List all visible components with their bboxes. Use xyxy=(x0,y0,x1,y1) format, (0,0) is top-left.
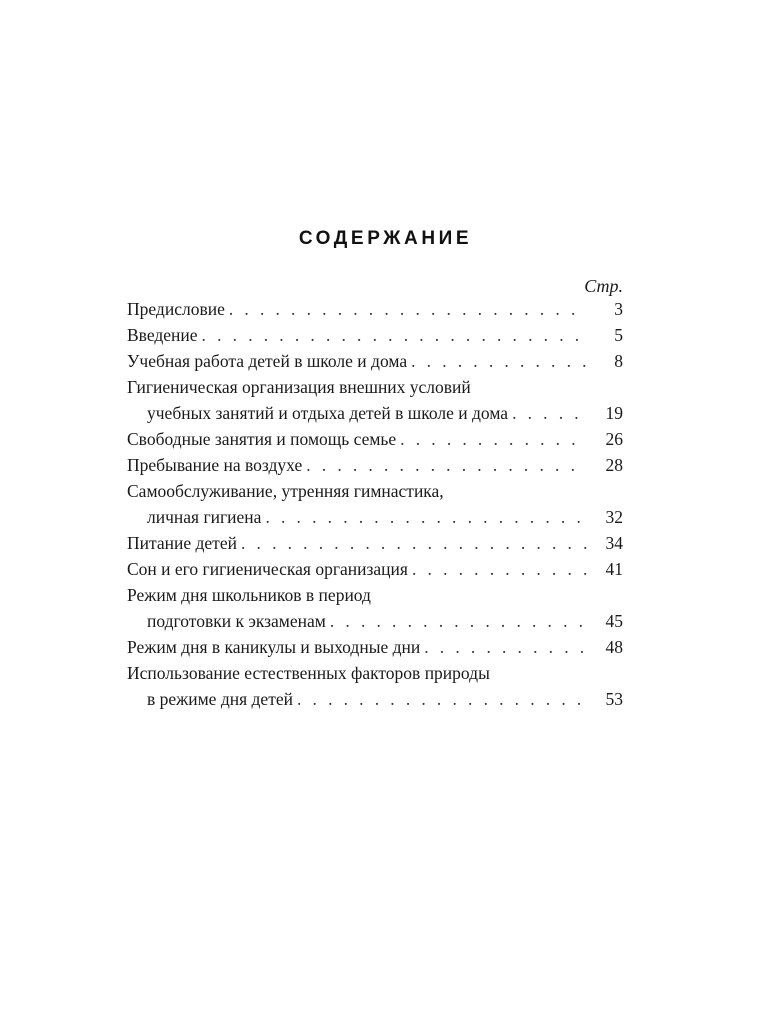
toc-entry-hygienic-organization xyxy=(127,374,623,426)
dot-leader xyxy=(412,556,587,582)
toc-entry-page: 3 xyxy=(614,299,623,319)
toc-entry-page: 34 xyxy=(605,533,623,553)
toc-entry-title-line-2: учебных занятий и отдыха детей в школе и дома xyxy=(147,403,509,423)
toc-entry-title: Режим дня в каникулы и выходные дни xyxy=(127,637,421,657)
toc-entry-study-work xyxy=(127,348,623,374)
dot-leader xyxy=(202,322,587,348)
toc-entry-page: 32 xyxy=(605,507,623,527)
dot-leader xyxy=(229,296,587,322)
toc-entry-holidays xyxy=(127,634,623,660)
toc-entry-title-line-1: Использование естественных факторов природы xyxy=(127,663,490,683)
toc-entry-outdoors xyxy=(127,452,623,478)
toc-entry-title-line-2: в режиме дня детей xyxy=(147,689,293,709)
toc-entry-title-line-1: Самообслуживание, утренняя гимнастика, xyxy=(127,481,444,501)
toc-entry-page: 28 xyxy=(605,455,623,475)
toc-entry-self-service xyxy=(127,478,623,530)
toc-entry-page: 53 xyxy=(605,689,623,709)
toc-entry-introduction xyxy=(127,322,623,348)
dot-leader xyxy=(411,348,587,374)
toc-entry-page: 26 xyxy=(605,429,623,449)
dot-leader xyxy=(241,530,587,556)
dot-leader xyxy=(424,634,587,660)
toc-entry-page: 5 xyxy=(614,325,623,345)
toc-entry-title-line-2: подготовки к экзаменам xyxy=(147,611,326,631)
toc-entry-title: Предисловие xyxy=(127,299,225,319)
toc-entry-exam-schedule xyxy=(127,582,623,634)
dot-leader xyxy=(265,504,587,530)
toc-entry-title: Питание детей xyxy=(127,533,237,553)
toc-entry-title: Учебная работа детей в школе и дома xyxy=(127,351,408,371)
toc-entry-title: Пребывание на воздухе xyxy=(127,455,303,475)
toc-entry-nutrition xyxy=(127,530,623,556)
toc-entry-page: 48 xyxy=(605,637,623,657)
table-of-contents xyxy=(127,296,623,712)
toc-entry-title-line-1: Гигиеническая организация внешних условий xyxy=(127,377,471,397)
toc-entry-title-line-2: личная гигиена xyxy=(147,507,262,527)
page-column-label: Стр. xyxy=(584,276,623,296)
dot-leader xyxy=(400,426,587,452)
dot-leader xyxy=(330,608,587,634)
toc-entry-preface xyxy=(127,296,623,322)
toc-entry-sleep xyxy=(127,556,623,582)
toc-entry-page: 41 xyxy=(605,559,623,579)
toc-entry-title-line-1: Режим дня школьников в период xyxy=(127,585,371,605)
dot-leader xyxy=(297,686,587,712)
toc-entry-title: Свободные занятия и помощь семье xyxy=(127,429,397,449)
toc-entry-natural-factors xyxy=(127,660,623,712)
toc-entry-page: 45 xyxy=(605,611,623,631)
toc-entry-page: 8 xyxy=(614,351,623,371)
toc-entry-page: 19 xyxy=(605,403,623,423)
toc-heading: СОДЕРЖАНИЕ xyxy=(298,228,473,249)
toc-entry-free-activities xyxy=(127,426,623,452)
toc-entry-title: Сон и его гигиеническая организация xyxy=(127,559,408,579)
dot-leader xyxy=(306,452,587,478)
dot-leader xyxy=(512,400,587,426)
toc-entry-title: Введение xyxy=(127,325,198,345)
